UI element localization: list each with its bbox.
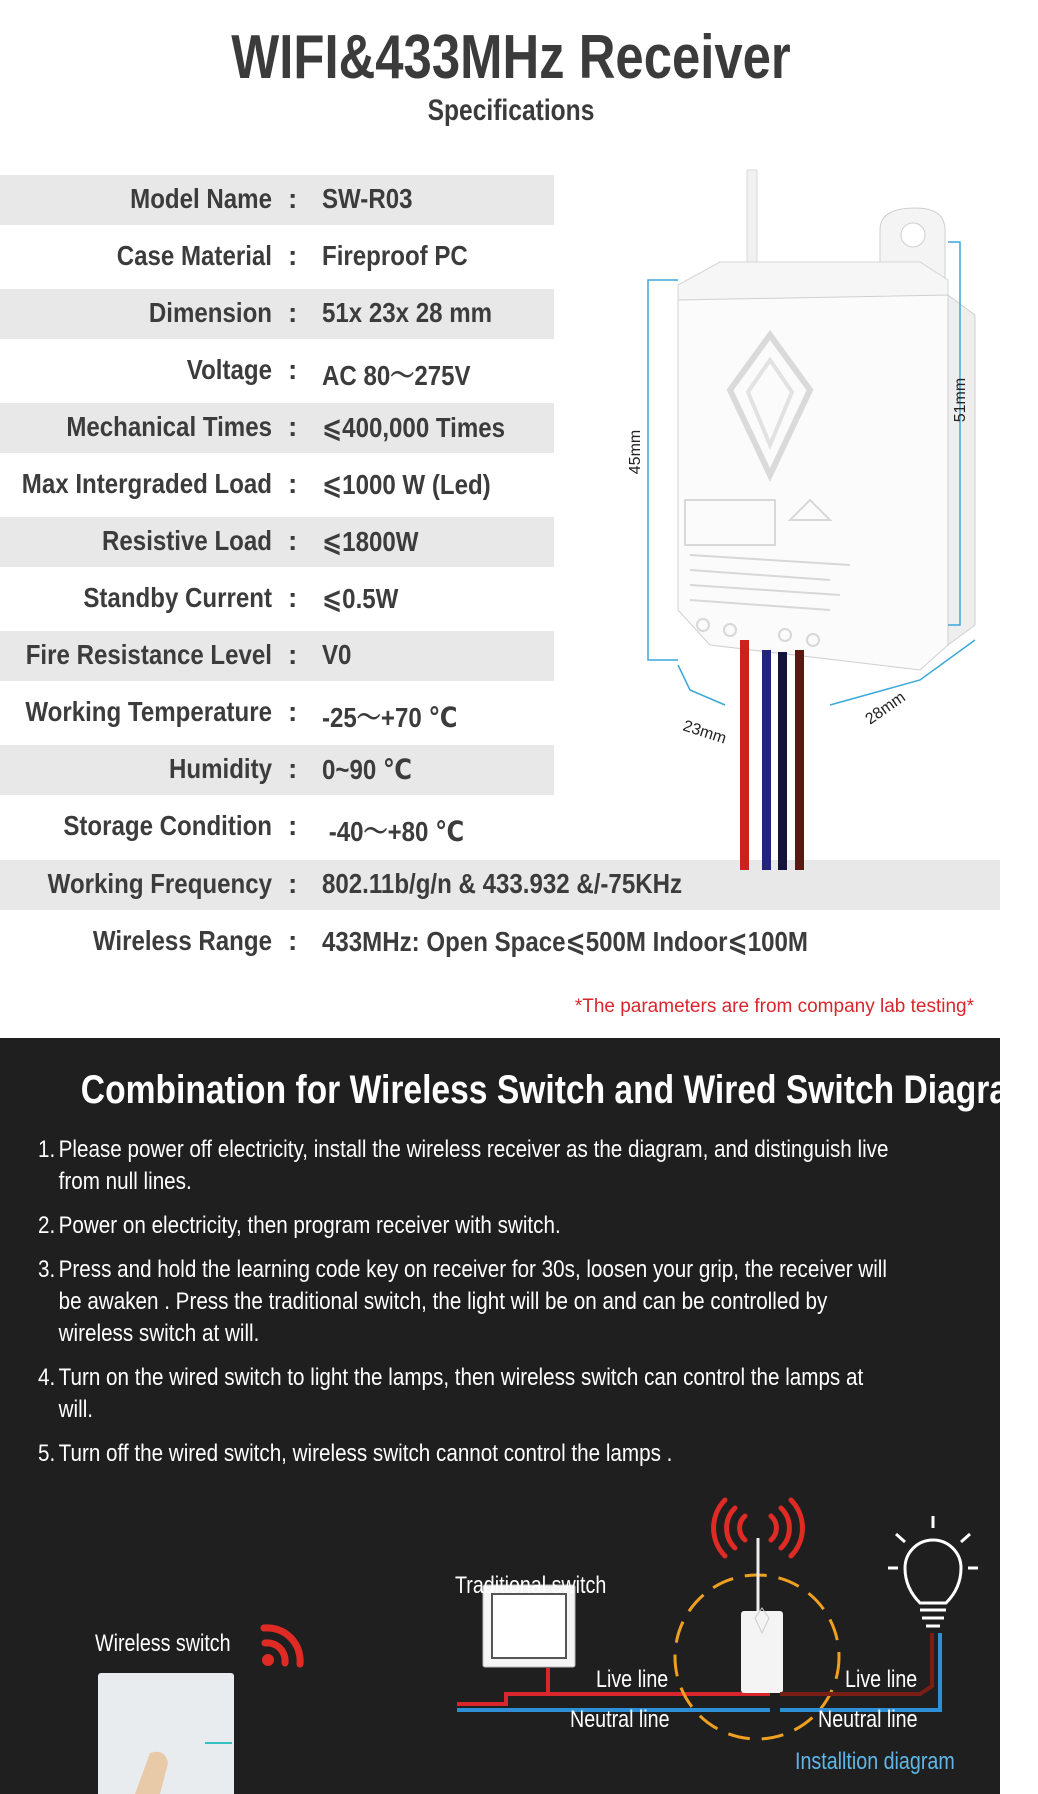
spec-row: [0, 175, 554, 225]
spec-label-box: [0, 917, 272, 967]
neutral-line-left-label: Neutral line: [570, 1706, 670, 1733]
page-subtitle: Specifications: [427, 94, 595, 127]
spec-row: [0, 802, 554, 852]
step-number: 5.: [38, 1440, 56, 1467]
spec-value: 802.11b/g/n & 433.932 &/-75KHz: [322, 868, 683, 899]
spec-label-box: [0, 289, 272, 339]
neutral-wire: [762, 650, 771, 870]
dim-depth-label: 28mm: [862, 688, 909, 729]
traditional-switch-label: Traditional switch: [455, 1572, 607, 1599]
page-title: WIFI&433MHz Receiver: [231, 23, 791, 92]
live-line-left-label: Live line: [596, 1666, 669, 1693]
spec-value: AC 80～275V: [322, 360, 471, 391]
mounting-hole: [901, 223, 925, 247]
spec-value: ⩽1800W: [322, 526, 419, 557]
spec-row: [0, 517, 554, 567]
installation-diagram: [0, 1428, 1000, 1794]
step-text: Please power off electricity, install the wireless receiver as the diagram, and distinguish live from null lines.: [58, 1136, 889, 1195]
spec-row: [0, 574, 554, 624]
spec-value: ⩽1000 W (Led): [322, 469, 491, 500]
instruction-step: [38, 1210, 889, 1242]
spec-value: 51x 23x 28 mm: [322, 297, 493, 328]
wireless-switch-panel: [98, 1673, 234, 1794]
spec-label: Working Frequency: [47, 868, 272, 899]
instructions-panel: [0, 1038, 1038, 1794]
neutral-line-right-label: Neutral line: [818, 1706, 918, 1733]
spec-row: [0, 745, 554, 795]
spec-label: Model Name: [130, 183, 272, 214]
installation-diagram-caption: Installtion diagram: [795, 1748, 955, 1775]
live-line-left: [457, 1668, 548, 1704]
lab-testing-note: *The parameters are from company lab testing*: [574, 996, 974, 1017]
spec-row: [0, 688, 554, 738]
spec-label-box: [0, 346, 272, 396]
spec-colon: :: [288, 297, 298, 328]
spec-colon: :: [288, 240, 298, 271]
spec-label-box: [0, 460, 272, 510]
spec-colon: :: [288, 525, 298, 556]
step-number: 1.: [38, 1136, 56, 1163]
spec-value: 433MHz: Open Space⩽500M Indoor⩽100M: [322, 926, 808, 957]
spec-row: [0, 917, 808, 967]
case-side: [948, 295, 975, 645]
spec-label-box: [0, 860, 272, 910]
neutral-wire-out: [778, 652, 787, 870]
spec-label-box: [0, 688, 272, 738]
spec-row: [0, 232, 554, 282]
spec-value: ⩽400,000 Times: [322, 412, 506, 443]
live-line-right-label: Live line: [845, 1666, 918, 1693]
spec-label-box: [0, 517, 272, 567]
step-text: Power on electricity, then program receiver with switch.: [58, 1212, 561, 1239]
step-text: Turn off the wired switch, wireless switch cannot control the lamps .: [58, 1440, 673, 1467]
spec-label: Mechanical Times: [66, 411, 272, 442]
case-body: [678, 295, 948, 670]
spec-colon: :: [288, 411, 298, 442]
spec-colon: :: [288, 753, 298, 784]
instruction-step: [38, 1254, 889, 1350]
spec-label-box: [0, 403, 272, 453]
spec-colon: :: [288, 639, 298, 670]
spec-value: Fireproof PC: [322, 240, 468, 271]
spec-row: [0, 346, 554, 396]
spec-label-box: [0, 175, 272, 225]
step-number: 3.: [38, 1256, 56, 1283]
spec-label: Standby Current: [83, 582, 272, 613]
dim-total-label: 51mm: [952, 377, 969, 423]
spec-label-box: [0, 631, 272, 681]
light-bulb-icon: [888, 1516, 978, 1626]
wifi-signal-icon: [262, 1628, 300, 1666]
instructions-title: Combination for Wireless Switch and Wired Switch Diagram: [80, 1068, 1038, 1112]
spec-label-box: [0, 802, 272, 852]
spec-value: ⩽0.5W: [322, 583, 399, 614]
instruction-step: [38, 1134, 889, 1198]
wireless-switch-label: Wireless switch: [95, 1630, 231, 1657]
spec-label: Wireless Range: [92, 925, 272, 956]
spec-label: Max Intergraded Load: [21, 468, 272, 499]
spec-row: [0, 403, 554, 453]
spec-label-box: [0, 232, 272, 282]
step-text: Turn on the wired switch to light the lamps, then wireless switch can control the lamps at will.: [58, 1364, 864, 1423]
spec-label-box: [0, 574, 272, 624]
spec-colon: :: [288, 696, 298, 727]
spec-label: Dimension: [148, 297, 272, 328]
live-wire: [740, 640, 749, 870]
spec-row: [0, 289, 554, 339]
spec-colon: :: [288, 183, 298, 214]
step-text: Press and hold the learning code key on receiver for 30s, loosen your grip, the receiver will be awaken . Press the traditional switch, the light will be on and can be controlled by wireless switch at will.: [58, 1256, 887, 1347]
spec-colon: :: [288, 468, 298, 499]
spec-colon: :: [288, 868, 298, 899]
spec-colon: :: [288, 925, 298, 956]
spec-value: -25～+70 ℃: [322, 702, 458, 733]
instruction-step: [38, 1362, 889, 1426]
spec-value: SW-R03: [322, 183, 413, 214]
spec-label: Case Material: [116, 240, 272, 271]
step-number: 2.: [38, 1212, 56, 1239]
spec-colon: :: [288, 810, 298, 841]
spec-label: Voltage: [186, 354, 272, 385]
spec-row: [0, 631, 554, 681]
spec-value: V0: [322, 639, 352, 670]
dim-width-label: 23mm: [680, 717, 729, 748]
spec-value: 0~90 ℃: [322, 754, 413, 785]
live-wire-out: [795, 650, 804, 870]
receiver-product-illustration: [627, 170, 1000, 870]
dim-height-label: 45mm: [627, 429, 644, 475]
spec-label-box: [0, 745, 272, 795]
spec-row: [0, 460, 554, 510]
spec-colon: :: [288, 354, 298, 385]
receiver-icon: [741, 1611, 783, 1693]
diagram-drawing: [0, 1428, 1000, 1794]
spec-label: Resistive Load: [102, 525, 272, 556]
spec-label: Storage Condition: [63, 810, 272, 841]
spec-value: -40～+80 ℃: [322, 816, 465, 847]
spec-label: Working Temperature: [25, 696, 272, 727]
spec-label: Humidity: [168, 753, 272, 784]
spec-label: Fire Resistance Level: [25, 639, 272, 670]
spec-colon: :: [288, 582, 298, 613]
step-number: 4.: [38, 1364, 56, 1391]
